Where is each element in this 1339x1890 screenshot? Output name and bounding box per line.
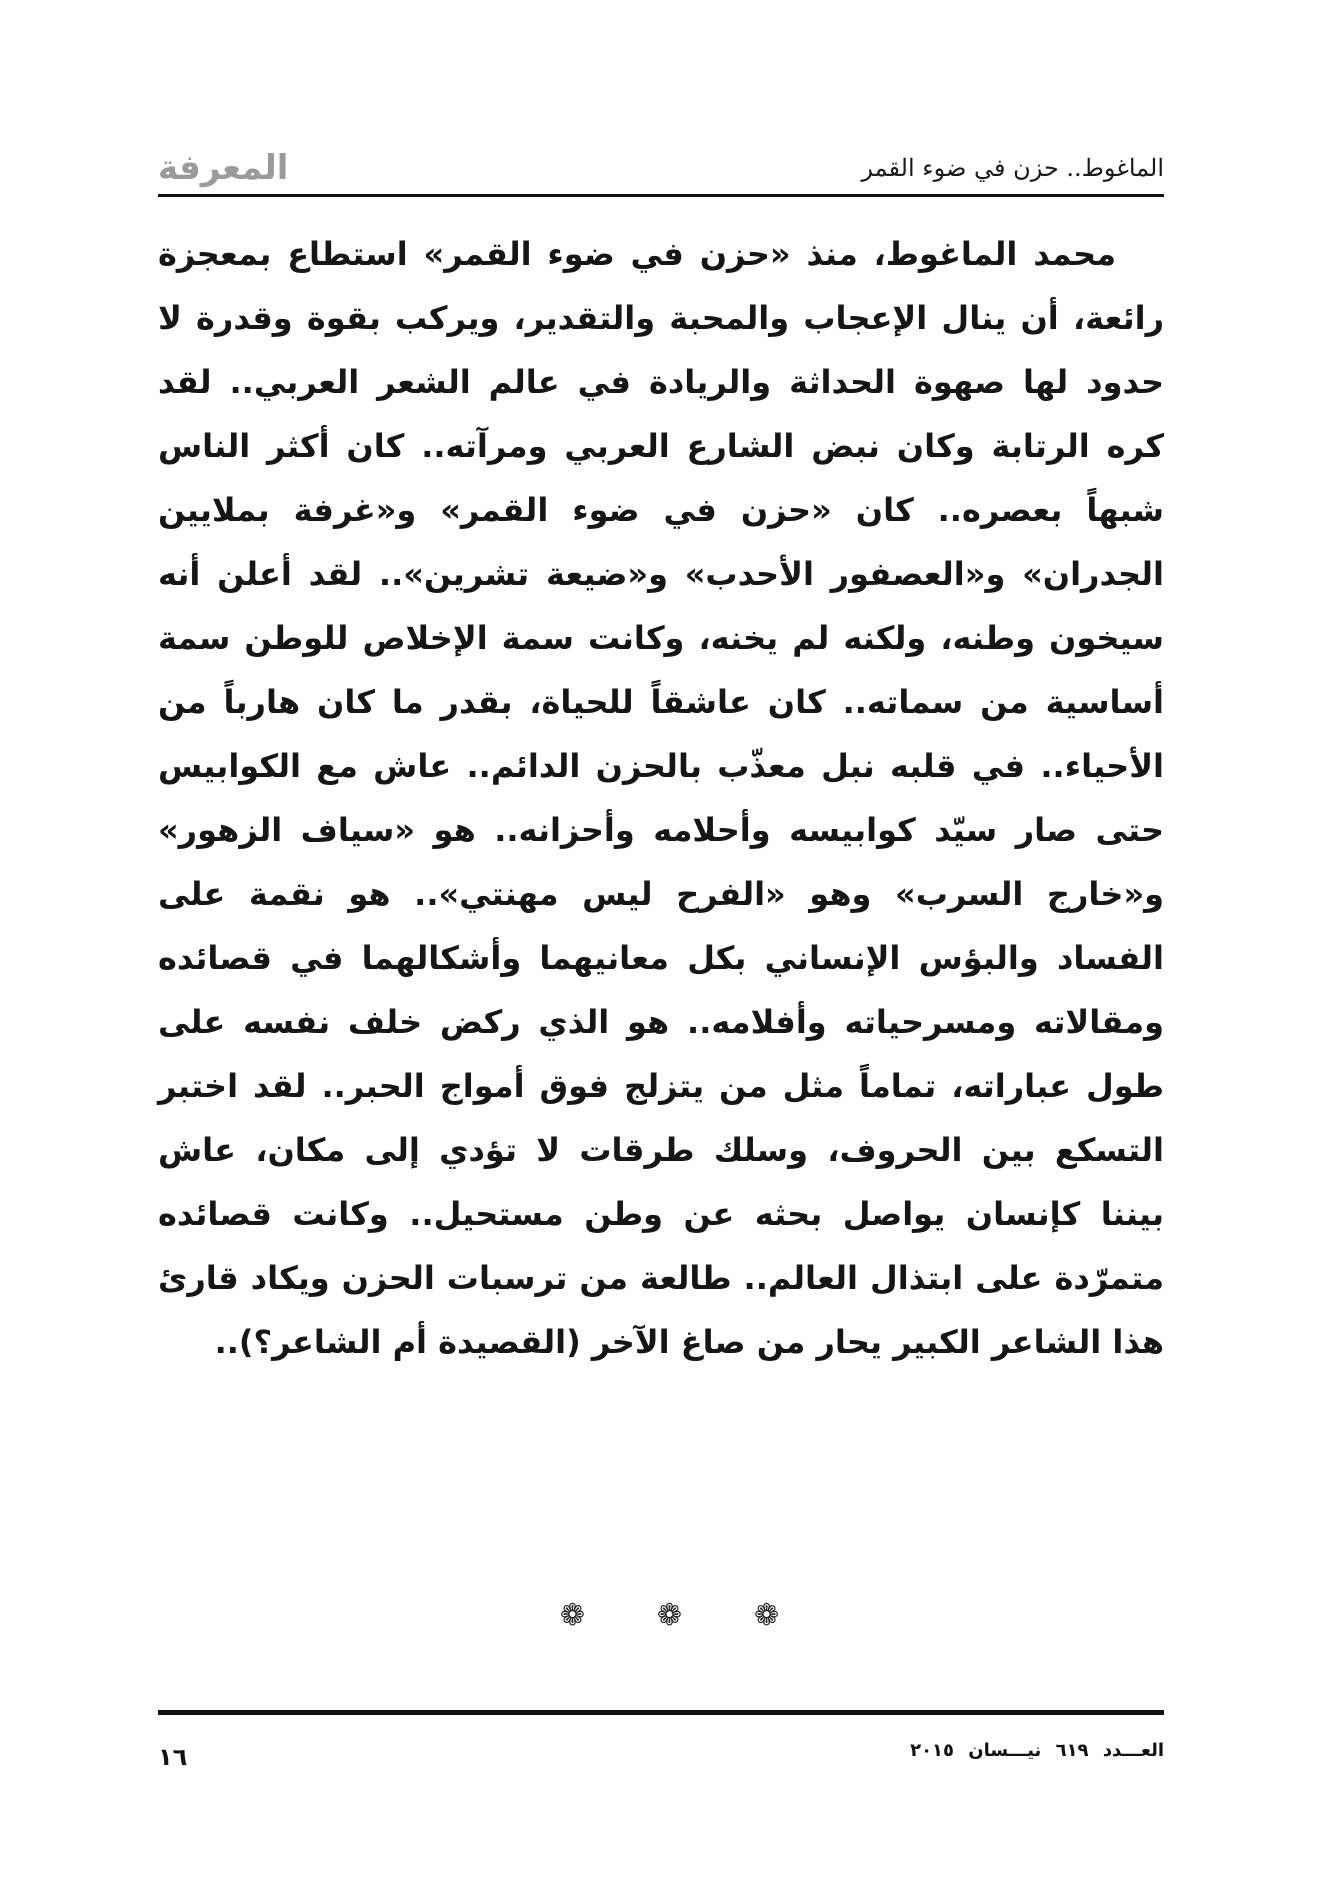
flower-ornament-icon: ❁ xyxy=(656,1598,683,1633)
body-paragraph: محمد الماغوط، منذ «حزن في ضوء القمر» استطاع بمعجزة رائعة، أن ينال الإعجاب والمحبة والتقدير، ويركب بقوة وقدرة لا حدود لها صهوة الحداثة والريادة في عالم الشعر العربي.. لقد كره الرتابة وكان نبض الشارع العربي ومرآته.. كان أكثر الناس شبهاً بعصره.. كان «حزن في ضوء القمر» و«غرفة بملايين الجدران» و«العصفور الأحدب» و«ضيعة تشرين».. لقد أعلن أنه سيخون وطنه، ولكنه لم يخنه، وكانت سمة الإخلاص للوطن سمة أساسية من سماته.. كان عاشقاً للحياة، بقدر ما كان هارباً من الأحياء.. في قلبه نبل معذّب بالحزن الدائم.. عاش مع الكوابيس حتى صار سيّد كوابيسه وأحلامه وأحزانه.. هو «سياف الزهور» و«خارج السرب» وهو «الفرح ليس مهنتي».. هو نقمة على الفساد والبؤس الإنساني بكل معانيهما وأشكالهما في قصائده ومقالاته ومسرحياته وأفلامه.. هو الذي ركض خلف نفسه على طول عباراته، تماماً مثل من يتزلج فوق أمواج الحبر.. لقد اختبر التسكع بين الحروف، وسلك طرقات لا تؤدي إلى مكان، عاش بيننا كإنسان يواصل بحثه عن وطن مستحيل.. وكانت قصائده متمرّدة على ابتذال العالم.. طالعة من ترسبات الحزن ويكاد قارئ هذا الشاعر الكبير يحار من صاغ الآخر (القصيدة أم الشاعر؟).. xyxy=(158,235,1164,1361)
issue-info: العـــدد ٦١٩ نيـــسان ٢٠١٥ xyxy=(910,1740,1164,1761)
page-footer xyxy=(158,1736,1164,1776)
header-divider xyxy=(158,194,1164,197)
flower-ornament-icon: ❁ xyxy=(754,1598,780,1633)
section-ornaments xyxy=(0,1596,1339,1636)
footer-divider xyxy=(158,1710,1164,1715)
magazine-logo: المعرفة xyxy=(158,148,289,188)
page-number: ١٦ xyxy=(158,1743,188,1771)
article-body xyxy=(158,222,1164,1374)
flower-ornament-icon: ❁ xyxy=(559,1598,585,1633)
page-header xyxy=(158,148,1164,188)
running-title: الماغوط.. حزن في ضوء القمر xyxy=(861,154,1164,182)
